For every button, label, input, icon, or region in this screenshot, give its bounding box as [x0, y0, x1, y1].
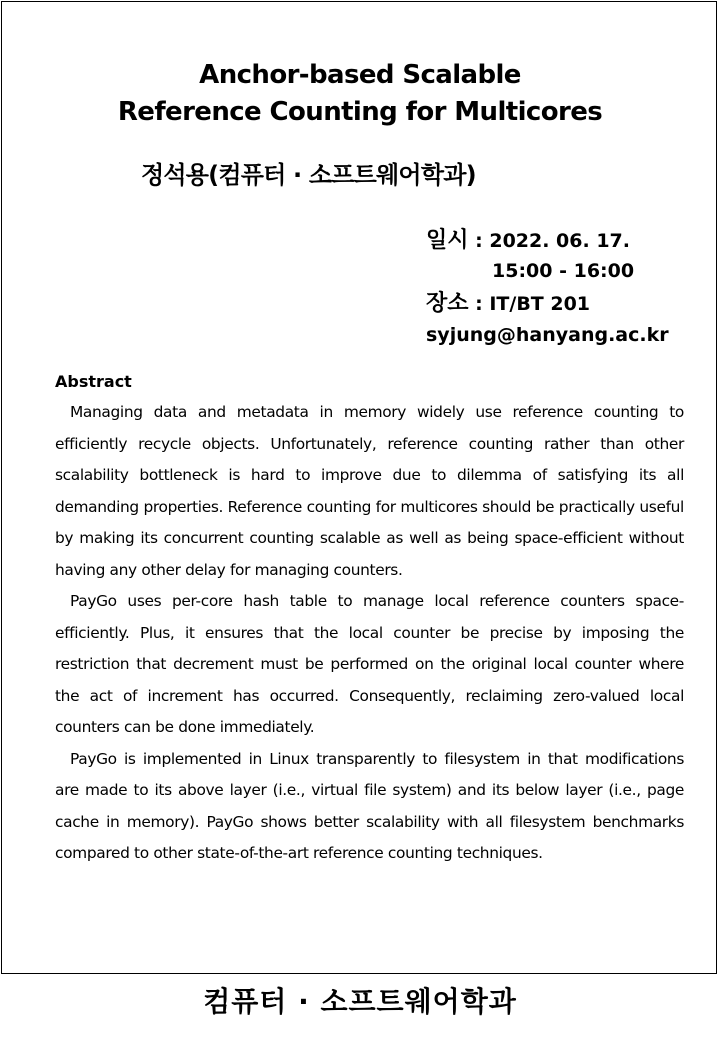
author-affiliation: 정석용(컴퓨터 · 소프트웨어학과)	[141, 161, 476, 189]
email-address: syjung@hanyang.ac.kr	[426, 324, 669, 346]
date-line	[426, 226, 630, 256]
title-line-1: Anchor-based Scalable	[199, 60, 521, 90]
title-line-2: Reference Counting for Multicores	[117, 97, 603, 127]
time-value: 15:00 - 16:00	[492, 260, 635, 282]
date-value: : 2022. 06. 17.	[468, 230, 630, 252]
abstract-paragraph-2: PayGo uses per-core hash table to manage local reference counters space-efficiently. Plus, it ensures that the local counter be precise by imposing the restriction that decrement must be performed on the original local counter where the act of increment has occurred. Consequently, reclaiming zero-valued local counters can be done immediately.	[55, 592, 684, 736]
place-label: 장소	[426, 291, 469, 316]
date-label: 일시	[426, 228, 469, 253]
abstract-heading: Abstract	[55, 372, 132, 391]
abstract-paragraph-3: PayGo is implemented in Linux transparently to filesystem in that modifications are made to its above layer (i.e., virtual file system) and its below layer (i.e., page cache in memory). PayGo shows better scalability with all filesystem benchmarks compared to other state-of-the-art reference counting techniques.	[55, 749, 684, 862]
abstract-body	[55, 397, 684, 870]
place-value: : IT/BT 201	[468, 293, 591, 315]
footer-department: 컴퓨터 · 소프트웨어학과	[203, 985, 517, 1018]
abstract-paragraph-1: Managing data and metadata in memory widely use reference counting to efficiently recycle objects. Unfortunately, reference counting rather than other scalability bottleneck is hard to improve due to dilemma of satisfying its all demanding properties. Reference counting for multicores should be practically useful by making its concurrent counting scalable as well as being space-efficient without having any other delay for managing counters.	[55, 403, 684, 579]
place-line	[426, 289, 590, 319]
